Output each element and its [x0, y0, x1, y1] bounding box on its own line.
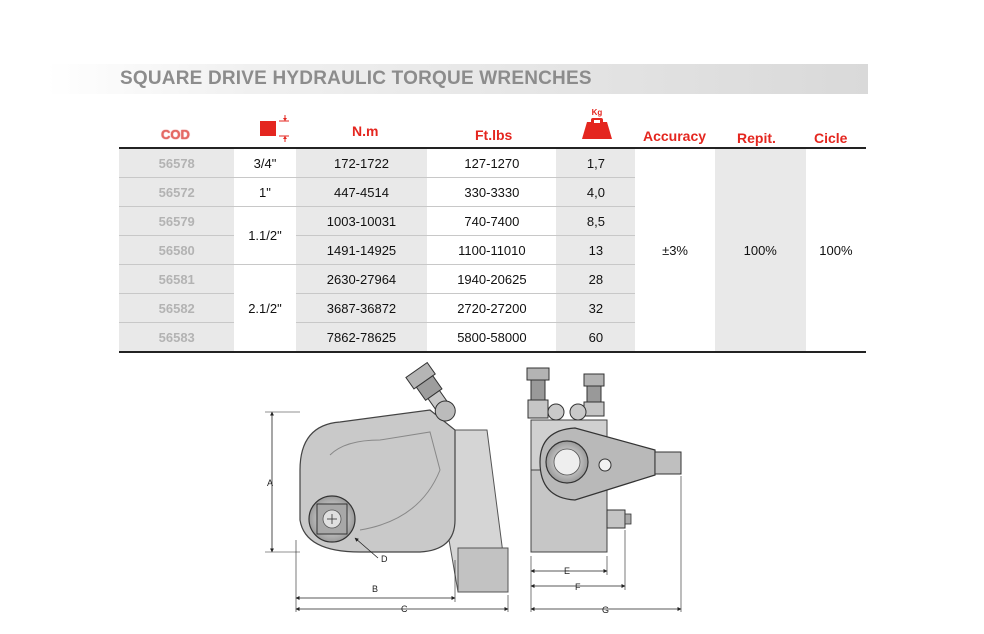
kg-cell: 13 [556, 236, 635, 265]
weight-icon [581, 108, 613, 142]
ftlbs-cell: 2720-27200 [427, 294, 556, 323]
kg-cell: 32 [556, 294, 635, 323]
header-cod: COD [161, 127, 190, 142]
cod-cell: 56579 [119, 207, 234, 236]
dim-label-d: D [381, 554, 388, 564]
accuracy-cell: ±3% [635, 148, 714, 352]
dim-label-c: C [401, 604, 408, 614]
dim-label-g: G [602, 605, 610, 615]
kg-cell: 4,0 [556, 178, 635, 207]
nm-cell: 1491-14925 [296, 236, 428, 265]
spec-table [119, 147, 866, 353]
header-cicle: Cicle [814, 130, 848, 146]
side-view-drawing [265, 363, 508, 612]
kg-cell: 8,5 [556, 207, 635, 236]
dim-label-a: A [267, 478, 274, 488]
ftlbs-cell: 1100-11010 [427, 236, 556, 265]
ftlbs-cell: 330-3330 [427, 178, 556, 207]
cod-cell: 56581 [119, 265, 234, 294]
drive-cell: 2.1/2" [234, 265, 295, 353]
cod-cell: 56580 [119, 236, 234, 265]
nm-cell: 2630-27964 [296, 265, 428, 294]
front-view-drawing [527, 368, 681, 612]
nm-cell: 447-4514 [296, 178, 428, 207]
kg-cell: 28 [556, 265, 635, 294]
repit-cell: 100% [715, 148, 806, 352]
nm-cell: 7862-78625 [296, 323, 428, 353]
ftlbs-cell: 127-1270 [427, 148, 556, 178]
ftlbs-cell: 740-7400 [427, 207, 556, 236]
header-nm: N.m [352, 123, 379, 139]
dim-label-e: E [564, 566, 571, 576]
header-repit: Repit. [737, 130, 776, 146]
drive-cell: 1.1/2" [234, 207, 295, 265]
kg-cell: 1,7 [556, 148, 635, 178]
dim-label-b: B [372, 584, 379, 594]
nm-cell: 1003-10031 [296, 207, 428, 236]
dim-label-f: F [575, 582, 581, 592]
weight-unit: Kg [591, 108, 603, 117]
table-row [119, 148, 866, 178]
ftlbs-cell: 1940-20625 [427, 265, 556, 294]
page-title: SQUARE DRIVE HYDRAULIC TORQUE WRENCHES [120, 68, 592, 89]
header-accuracy: Accuracy [643, 128, 707, 144]
drive-cell: 1" [234, 178, 295, 207]
nm-cell: 3687-36872 [296, 294, 428, 323]
kg-cell: 60 [556, 323, 635, 353]
cod-cell: 56572 [119, 178, 234, 207]
cod-cell: 56583 [119, 323, 234, 353]
header-ftlbs: Ft.lbs [475, 127, 513, 143]
square-drive-icon [255, 112, 295, 144]
cicle-cell: 100% [806, 148, 866, 352]
nm-cell: 172-1722 [296, 148, 428, 178]
ftlbs-cell: 5800-58000 [427, 323, 556, 353]
cod-cell: 56582 [119, 294, 234, 323]
drive-cell: 3/4" [234, 148, 295, 178]
cod-cell: 56578 [119, 148, 234, 178]
